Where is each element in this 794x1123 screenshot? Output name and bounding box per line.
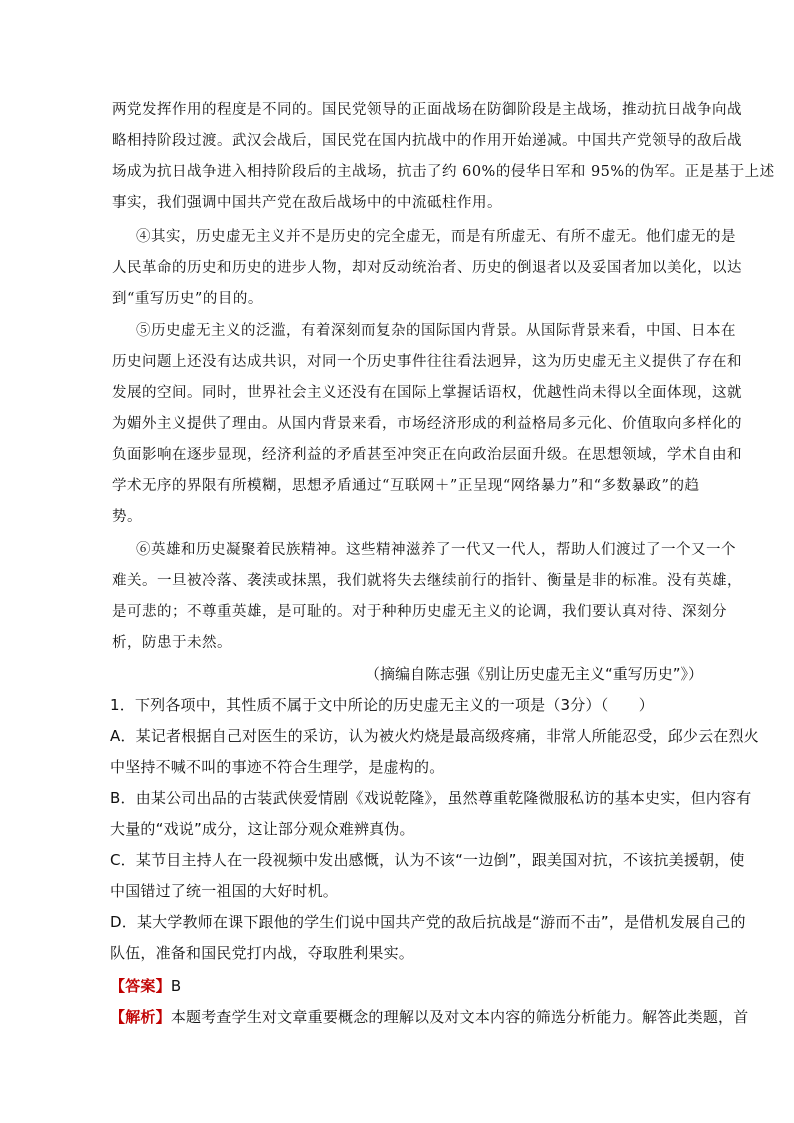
question-stem: 1．下列各项中，其性质不属于文中所论的历史虚无主义的一项是（3分）（ ） bbox=[110, 696, 654, 714]
option-d-line-1: D．某大学教师在课下跟他的学生们说中国共产党的敌后抗战是“游而不击”，是借机发展自己的 bbox=[110, 913, 746, 931]
option-b-line-1: B．由某公司出品的古装武侠爱情剧《戏说乾隆》，虽然尊重乾隆微服私访的基本史实，但内容有 bbox=[110, 789, 752, 807]
analysis-text: 本题考查学生对文章重要概念的理解以及对文本内容的筛选分析能力。解答此类题，首 bbox=[170, 1008, 749, 1026]
passage-line-3: 场成为抗日战争进入相持阶段后的主战场，抗击了约 60%的侵华日军和 95%的伪军。正是基于上述 bbox=[112, 164, 775, 180]
analysis-row bbox=[110, 1007, 748, 1027]
answer-row bbox=[110, 976, 181, 996]
option-a-line-1: A．某记者根据自己对医生的采访，认为被火灼烧是最高级疼痛，非常人所能忍受，邱少云在烈火 bbox=[110, 727, 759, 745]
passage-paragraph-5-line-1: ⑤历史虚无主义的泛滥，有着深刻而复杂的国际国内背景。从国际背景来看，中国、日本在 bbox=[136, 323, 736, 339]
passage-paragraph-6-line-3: 是可悲的；不尊重英雄，是可耻的。对于种种历史虚无主义的论调，我们要认真对待、深刻分 bbox=[112, 604, 727, 620]
passage-paragraph-5-line-3: 发展的空间。同时，世界社会主义还没有在国际上掌握话语权，优越性尚未得以全面体现，这就 bbox=[112, 385, 742, 401]
option-a-line-2: 中坚持不喊不叫的事迹不符合生理学，是虚构的。 bbox=[110, 758, 445, 776]
passage-paragraph-5-line-5: 负面影响在逐步显现，经济利益的矛盾甚至冲突正在向政治层面升级。在思想领域，学术自由和 bbox=[112, 447, 742, 463]
option-c-line-2: 中国错过了统一祖国的大好时机。 bbox=[110, 882, 339, 900]
option-d-line-2: 队伍，准备和国民党打内战，夺取胜利果实。 bbox=[110, 944, 415, 962]
passage-paragraph-4-line-2: 人民革命的历史和历史的进步人物，却对反动统治者、历史的倒退者以及妥国者加以美化，以达 bbox=[112, 260, 742, 276]
passage-paragraph-5-line-2: 历史问题上还没有达成共识，对同一个历史事件往往看法迥异，这为历史虚无主义提供了存在和 bbox=[112, 354, 742, 370]
passage-line-2: 略相持阶段过渡。武汉会战后，国民党在国内抗战中的作用开始递减。中国共产党领导的敌后战 bbox=[112, 133, 742, 149]
passage-line-1: 两党发挥作用的程度是不同的。国民党领导的正面战场在防御阶段是主战场，推动抗日战争向战 bbox=[112, 102, 742, 118]
passage-paragraph-5-line-7: 势。 bbox=[112, 509, 142, 525]
passage-paragraph-5-line-4: 为媚外主义提供了理由。从国内背景来看，市场经济形成的利益格局多元化、价值取向多样化的 bbox=[112, 416, 742, 432]
analysis-label: 【解析】 bbox=[110, 1008, 171, 1026]
passage-paragraph-4-line-1: ④其实，历史虚无主义并不是历史的完全虚无，而是有所虚无、有所不虚无。他们虚无的是 bbox=[136, 229, 736, 245]
option-c-line-1: C．某节目主持人在一段视频中发出感慨，认为不该“一边倒”，跟美国对抗，不该抗美援朝，使 bbox=[110, 851, 745, 869]
answer-label: 【答案】 bbox=[110, 977, 171, 995]
passage-paragraph-6-line-2: 难关。一旦被冷落、袭渎或抹黑，我们就将失去继续前行的指针、衡量是非的标准。没有英雄， bbox=[112, 573, 742, 589]
passage-paragraph-6-line-1: ⑥英雄和历史凝聚着民族精神。这些精神滋养了一代又一代人，帮助人们渡过了一个又一个 bbox=[136, 542, 736, 558]
answer-value: B bbox=[170, 977, 182, 995]
passage-source: （摘编自陈志强《别让历史虚无主义“重写历史”》） bbox=[365, 665, 704, 683]
passage-paragraph-6-line-4: 析，防患于未然。 bbox=[112, 635, 232, 651]
passage-line-4: 事实，我们强调中国共产党在敌后战场中的中流砥柱作用。 bbox=[112, 195, 502, 211]
passage-paragraph-4-line-3: 到“重写历史”的目的。 bbox=[112, 291, 263, 307]
option-b-line-2: 大量的“戏说”成分，这让部分观众难辨真伪。 bbox=[110, 820, 415, 838]
passage-paragraph-5-line-6: 学术无序的界限有所模糊，思想矛盾通过“互联网＋”正呈现“网络暴力”和“多数暴政”的趋 bbox=[112, 478, 700, 494]
